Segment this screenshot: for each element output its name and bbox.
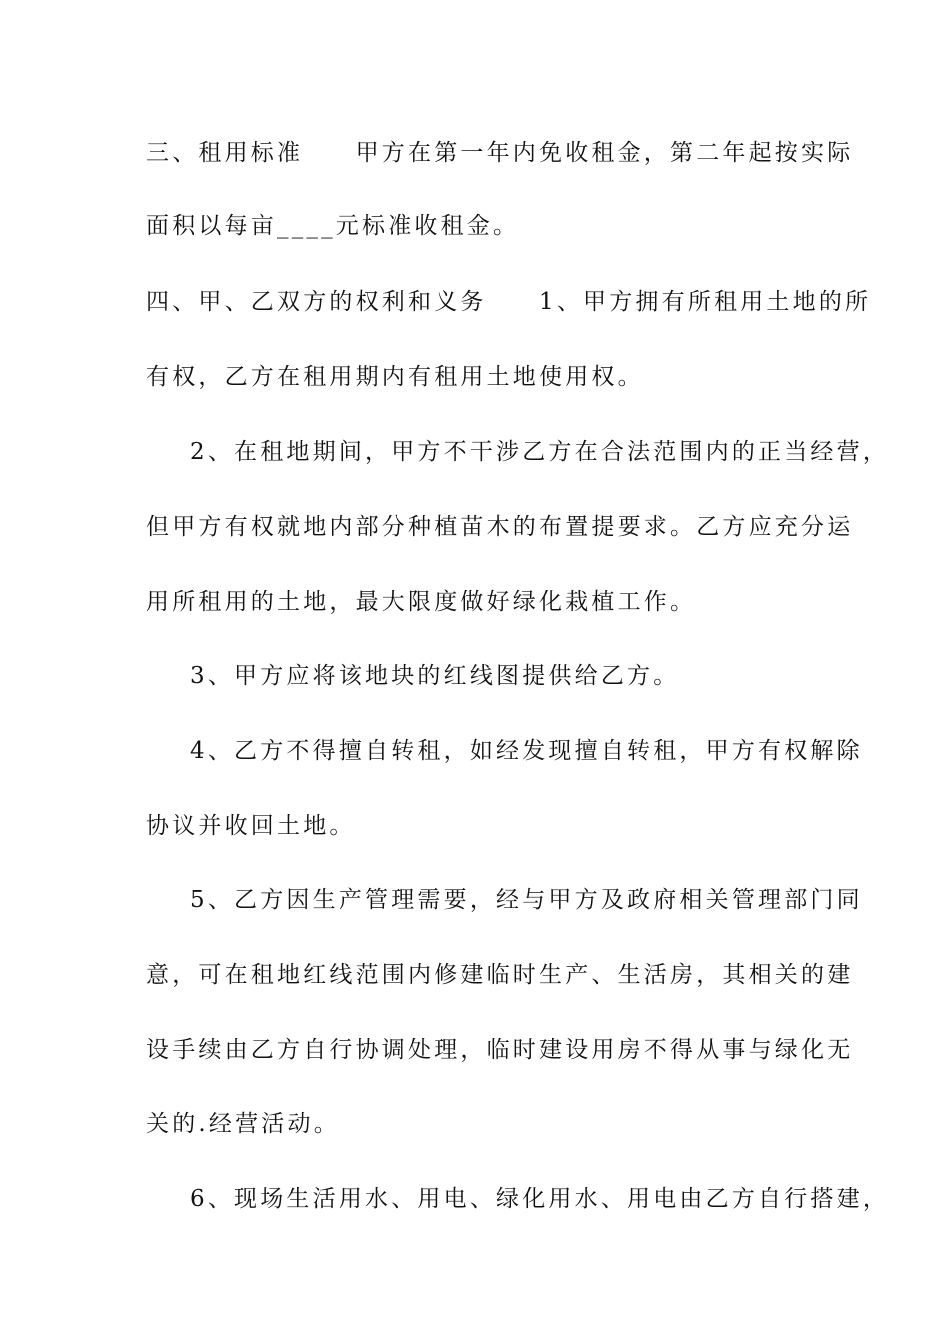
text-line: 4、乙方不得擅自转租，如经发现擅自转租，甲方有权解除 [190,738,863,764]
text-line: 三、租用标准 甲方在第一年内免收租金，第二年起按实际 [146,140,854,166]
text-line: 3、甲方应将该地块的红线图提供给乙方。 [190,663,680,689]
text-line: 用所租用的土地，最大限度做好绿化栽植工作。 [146,589,697,615]
text-line: 2、在租地期间，甲方不干涉乙方在合法范围内的正当经营， [190,439,890,465]
text-line: 面积以每亩____元标准收租金。 [146,213,520,239]
text-line: 5、乙方因生产管理需要，经与甲方及政府相关管理部门同 [190,887,863,913]
text-line: 设手续由乙方自行协调处理，临时建设用房不得从事与绿化无 [146,1037,854,1063]
text-line: 意，可在租地红线范围内修建临时生产、生活房，其相关的建 [146,962,854,988]
text-line: 有权，乙方在租用期内有租用土地使用权。 [146,364,644,390]
text-line: 协议并收回土地。 [146,813,356,839]
text-line: 四、甲、乙双方的权利和义务 1、甲方拥有所租用土地的所 [146,289,872,315]
text-line: 但甲方有权就地内部分种植苗木的布置提要求。乙方应充分运 [146,514,854,540]
text-line: 6、现场生活用水、用电、绿化用水、用电由乙方自行搭建， [190,1186,890,1212]
text-line: 关的.经营活动。 [146,1111,340,1137]
